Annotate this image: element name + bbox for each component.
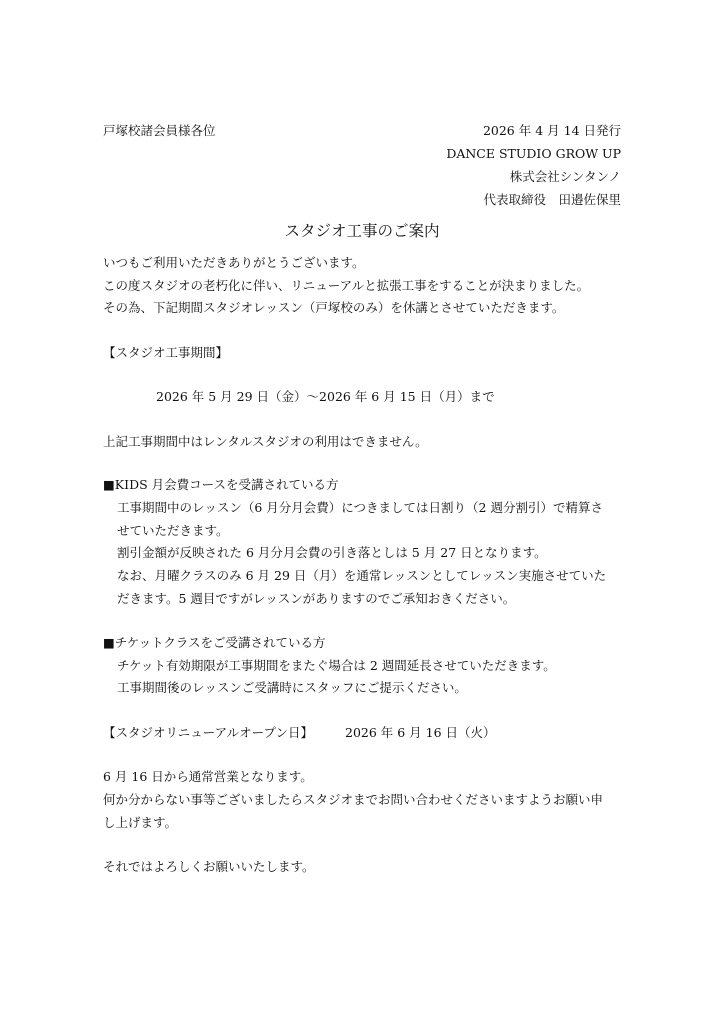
kids-line: 割引金額が反映された 6 月分月会費の引き落としは 5 月 27 日となります。 xyxy=(117,545,547,560)
closing-line: 6 月 16 日から通常営業となります。 xyxy=(103,769,313,784)
kids-line: なお、月曜クラスのみ 6 月 29 日（月）を通常レッスンとしてレッスン実施させていた xyxy=(117,568,607,583)
studio-name: DANCE STUDIO GROW UP xyxy=(446,146,621,161)
kids-line: せていただきます。 xyxy=(117,523,229,538)
ticket-heading: ■チケットクラスをご受講されている方 xyxy=(103,635,326,650)
document-title: スタジオ工事のご案内 xyxy=(284,222,440,240)
issue-date: 2026 年 4 月 14 日発行 xyxy=(482,123,621,138)
kids-heading: ■KIDS 月会費コースを受講されている方 xyxy=(103,477,339,492)
intro-line: この度スタジオの老朽化に伴い、リニューアルと拡張工事をすることが決まりました。 xyxy=(103,278,590,293)
ticket-line: 工事期間後のレッスンご受講時にスタッフにご提示ください。 xyxy=(117,680,467,695)
ticket-line: チケット有効期限が工事期間をまたぐ場合は 2 週間延長させていただきます。 xyxy=(117,658,556,673)
period-heading: 【スタジオ工事期間】 xyxy=(103,345,229,360)
final-greeting: それではよろしくお願いいたします。 xyxy=(103,859,315,874)
period-dates: 2026 年 5 月 29 日（金）〜2026 年 6 月 15 日（月）まで xyxy=(156,389,495,404)
closing-line: 何か分からない事等ございましたらスタジオまでお問い合わせくださいますようお願い申 xyxy=(103,792,604,807)
reopen-date: 2026 年 6 月 16 日（火） xyxy=(345,725,496,740)
intro-line: いつもご利用いただきありがとうございます。 xyxy=(103,255,365,270)
closing-line: し上げます。 xyxy=(103,815,178,830)
recipient: 戸塚校諸会員様各位 xyxy=(103,123,216,138)
intro-line: その為、下記期間スタジオレッスン（戸塚校のみ）を休講とさせていただきます。 xyxy=(103,300,565,315)
representative: 代表取締役 田邉佐保里 xyxy=(483,192,621,207)
kids-line: 工事期間中のレッスン（6 月分月会費）につきましては日割り（2 週分割引）で精算さ xyxy=(117,500,603,515)
rental-note: 上記工事期間中はレンタルスタジオの利用はできません。 xyxy=(103,434,428,449)
reopen-heading: 【スタジオリニューアルオープン日】 xyxy=(103,725,314,740)
kids-line: だきます。5 週目ですがレッスンがありますのでご承知おきください。 xyxy=(117,591,516,606)
company-name: 株式会社シンタンノ xyxy=(509,169,621,184)
